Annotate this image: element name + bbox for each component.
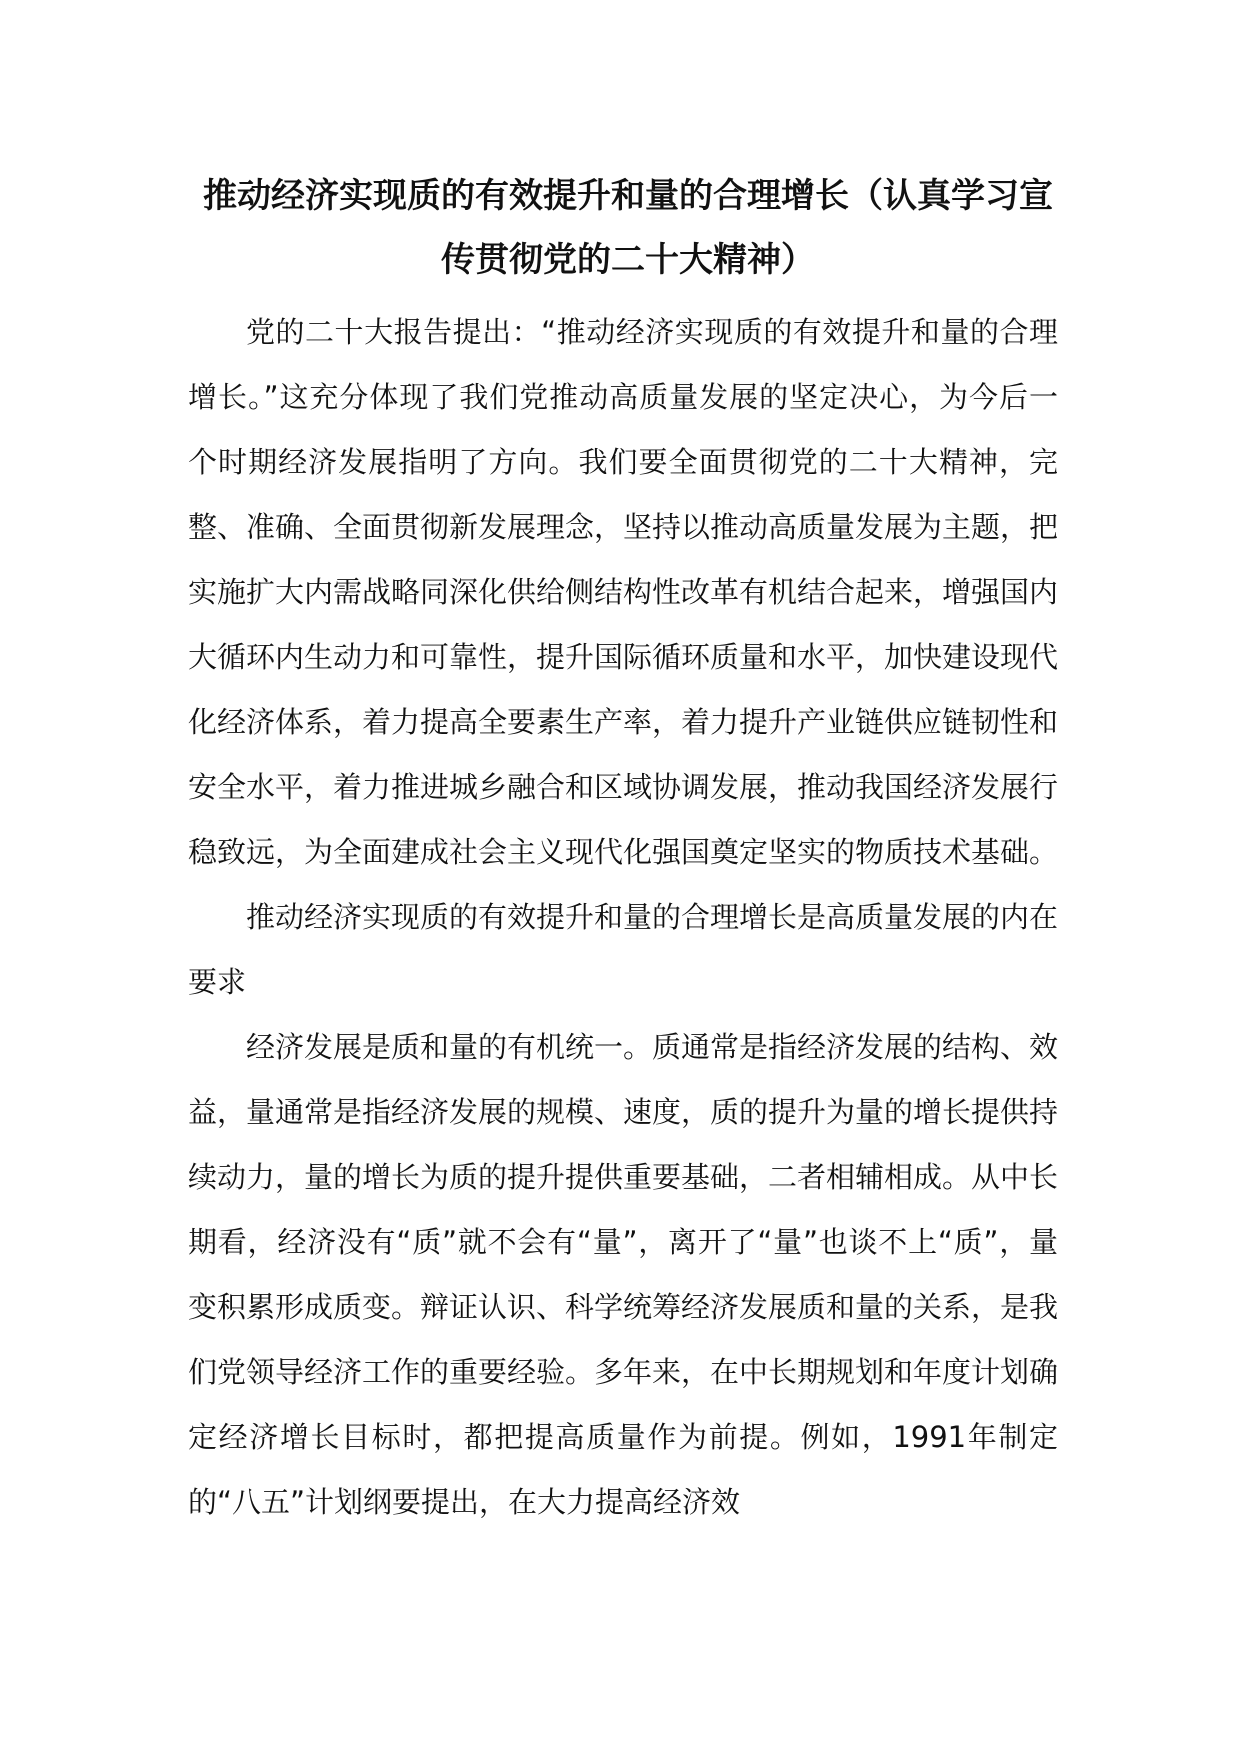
paragraph-intro: 党的二十大报告提出：“推动经济实现质的有效提升和量的合理增长。”这充分体现了我们党推动高质量发展的坚定决心，为今后一个时期经济发展指明了方向。我们要全面贯彻党的二十大精神，完整、准确、全面贯彻新发展理念，坚持以推动高质量发展为主题，把实施扩大内需战略同深化供给侧结构性改革有机结合起来，增强国内大循环内生动力和可靠性，提升国际循环质量和水平，加快建设现代化经济体系，着力提高全要素生产率，着力提升产业链供应链韧性和安全水平，着力推进城乡融合和区域协调发展，推动我国经济发展行稳致远，为全面建成社会主义现代化强国奠定坚实的物质技术基础。: [188, 315, 1059, 869]
section-heading: 推动经济实现质的有效提升和量的合理增长是高质量发展的内在要求: [188, 900, 1059, 999]
document-body: [188, 300, 1058, 1535]
paragraph-quality-quantity: 经济发展是质和量的有机统一。质通常是指经济发展的结构、效益，量通常是指经济发展的规模、速度，质的提升为量的增长提供持续动力，量的增长为质的提升提供重要基础，二者相辅相成。从中长期看，经济没有“质”就不会有“量”，离开了“量”也谈不上“质”，量变积累形成质变。辩证认识、科学统筹经济发展质和量的关系，是我们党领导经济工作的重要经验。多年来，在中长期规划和年度计划确定经济增长目标时，都把提高质量作为前提。例如，1991年制定的“八五”计划纲要提出，在大力提高经济效: [188, 1030, 1059, 1519]
document-title: 推动经济实现质的有效提升和量的合理增长（认真学习宣传贯彻党的二十大精神）: [203, 176, 1053, 280]
